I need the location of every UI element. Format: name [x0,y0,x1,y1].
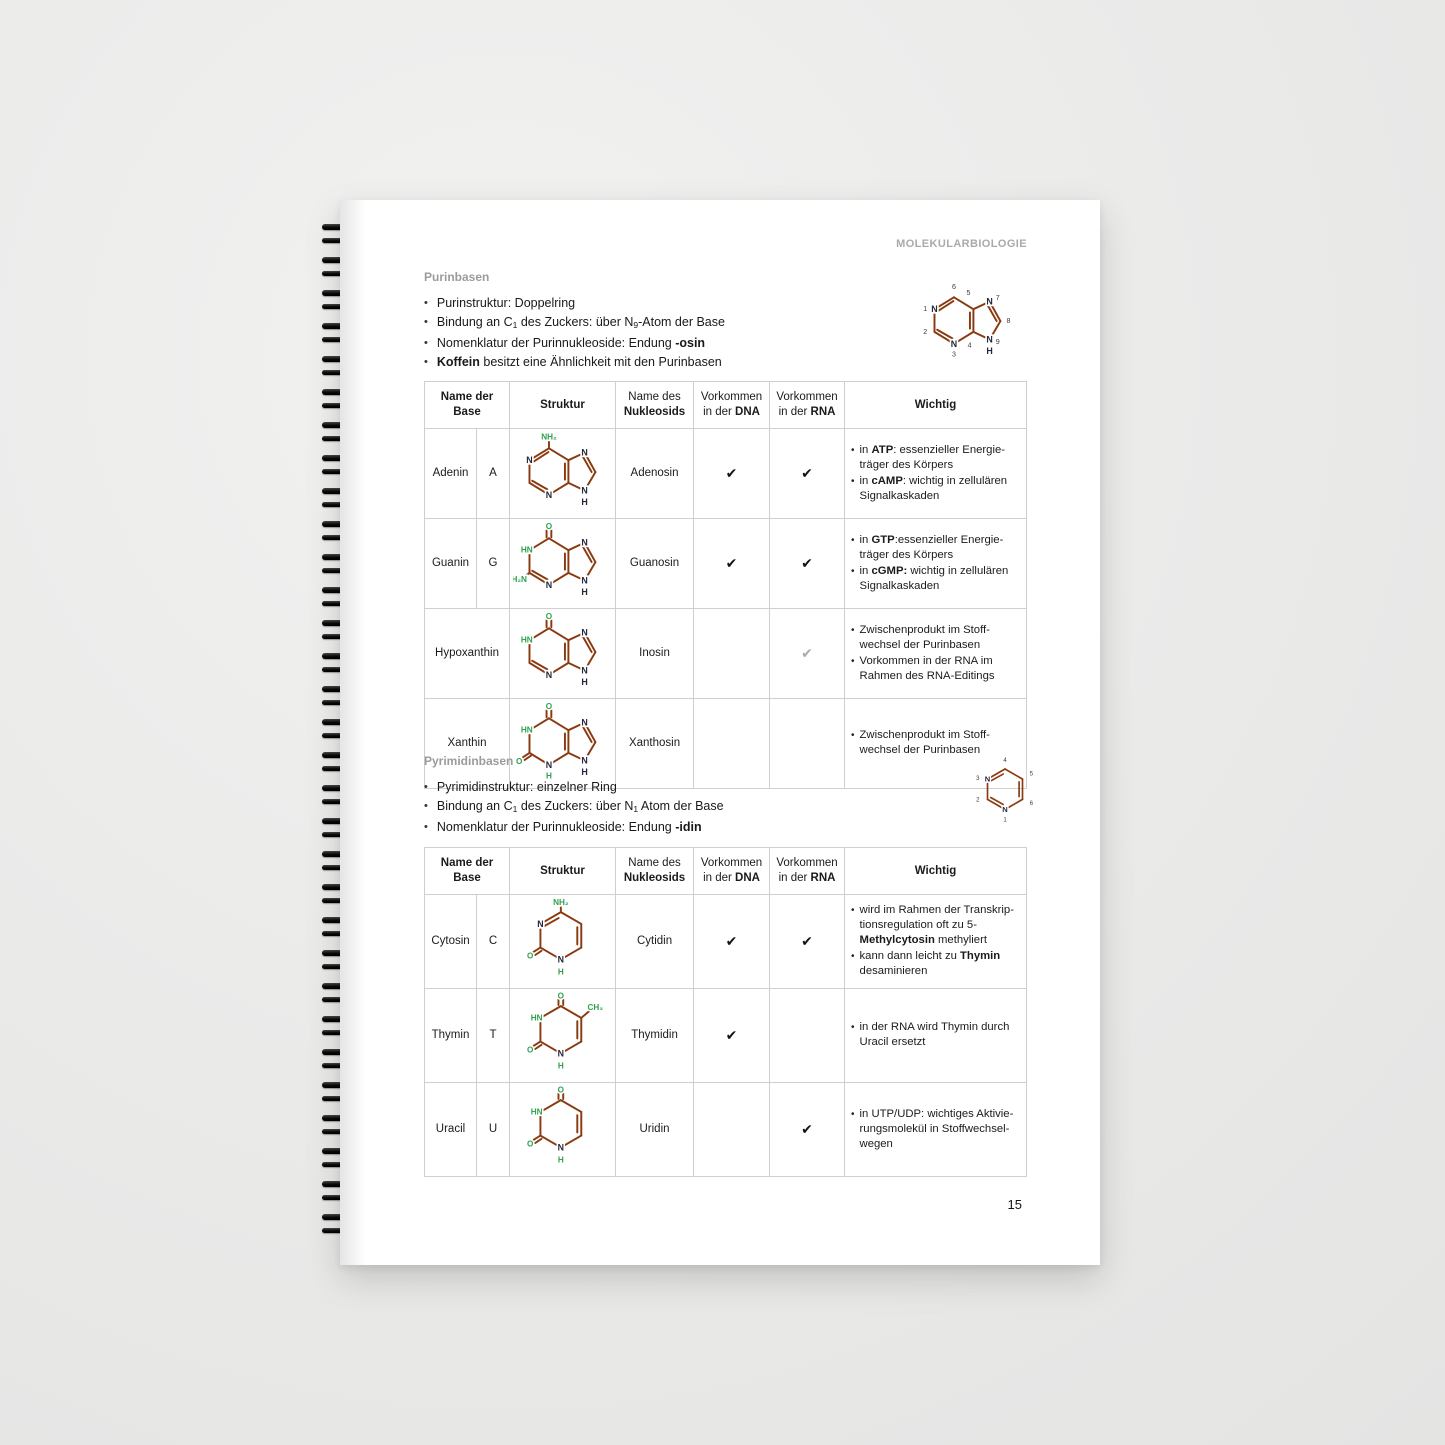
base-name-cell: Cytosin [425,895,477,989]
svg-text:O: O [557,1085,564,1095]
cytosine-structure [520,897,606,981]
svg-text:H: H [580,766,588,777]
col-header-base: Name der Base [425,382,510,429]
bullet-text: Nomenklatur der Purinnukleoside: Endung -osin [436,336,706,351]
checkmark-icon: ✔ [801,933,813,949]
svg-text:N: N [931,304,938,315]
wichtig-text: in GTP:essenzieller Energie-träger des Körpers [859,533,1004,561]
svg-text:O: O [557,991,564,1001]
svg-text:H₂N: H₂N [512,574,527,584]
guanine-structure [513,521,613,601]
bullet-dot: • [424,821,428,834]
svg-text:O: O [545,611,552,621]
base-letter-cell: A [477,429,510,519]
pyrimidine_skeleton-structure [970,756,1040,828]
svg-text:N: N [557,1142,564,1153]
structure-cell [510,895,616,989]
svg-text:N: N [557,954,564,965]
purine-bullet-list [424,294,924,371]
rna-check-cell [770,988,845,1082]
svg-text:O: O [526,951,533,961]
dna-check-cell [694,895,770,989]
svg-text:N: N [580,755,588,766]
svg-text:NH₂: NH₂ [552,897,569,907]
svg-text:O: O [526,1139,533,1149]
rna-check-cell [770,608,845,698]
wichtig-item [851,533,1018,563]
wichtig-item [851,903,1018,948]
wichtig-item [851,1020,1018,1050]
svg-text:N: N [580,627,588,638]
wichtig-text: Zwischenprodukt im Stoff-wechsel der Purinbasen [859,729,990,757]
pyrimidine-bullet-list [424,778,924,837]
svg-text:N: N [545,759,552,770]
pyrimidine-table [424,847,1027,1177]
nucleoside-cell: Inosin [616,608,694,698]
svg-text:6: 6 [951,283,956,292]
svg-text:4: 4 [1003,758,1007,765]
checkmark-icon: ✔ [725,465,738,481]
svg-text:H: H [580,496,588,507]
wichtig-item [851,623,1018,653]
wichtig-item [851,564,1018,594]
svg-text:N: N [1002,805,1008,814]
table-header-row [425,848,1027,895]
svg-text:HN: HN [530,1013,543,1023]
rna-check-cell [770,1082,845,1176]
nucleoside-cell: Xanthosin [616,698,694,788]
checkmark-icon: ✔ [801,465,813,481]
bullet-item [424,778,924,797]
wichtig-cell [845,895,1027,989]
wichtig-cell [845,988,1027,1082]
svg-text:H: H [557,1155,564,1165]
dna-check-cell [694,698,770,788]
bullet-item [424,313,924,335]
rna-check-cell [770,518,845,608]
structure-cell [510,1082,616,1176]
dna-check-cell [694,988,770,1082]
svg-text:N: N [986,334,993,345]
rna-check-cell [770,429,845,519]
svg-text:8: 8 [1006,317,1011,326]
wichtig-text: Zwischenprodukt im Stoff-wechsel der Purinbasen [859,623,990,651]
svg-text:N: N [580,717,588,728]
base-name-cell: Uracil [425,1082,477,1176]
svg-text:HN: HN [520,725,533,735]
section-title-purinbasen: Purinbasen [424,270,490,284]
svg-text:N: N [557,1048,564,1059]
svg-text:3: 3 [951,350,956,359]
table-row [425,895,1027,989]
bullet-dot: • [424,297,428,309]
svg-text:N: N [984,774,991,784]
dna-check-cell [694,1082,770,1176]
base-name-cell: Guanin [425,518,477,608]
svg-text:CH₃: CH₃ [586,1003,603,1013]
rna-check-cell [770,698,845,788]
svg-text:2: 2 [976,797,980,804]
base-name-cell: Adenin [425,429,477,519]
bullet-item [424,818,924,837]
bullet-item [424,797,924,819]
svg-text:N: N [545,669,552,680]
wichtig-item [851,949,1018,979]
table-row [425,1082,1027,1176]
svg-text:N: N [580,447,588,458]
table-row [425,698,1027,788]
bullet-text: Nomenklatur der Purinnukleoside: Endung -idin [436,820,702,835]
svg-text:O: O [526,1045,533,1055]
table-row [425,429,1027,519]
hypoxanthine-structure [513,611,613,691]
structure-cell [510,608,616,698]
bullet-dot: • [424,315,428,328]
nucleoside-cell: Adenosin [616,429,694,519]
svg-text:5: 5 [966,288,971,297]
bullet-dot: • [851,1022,855,1034]
structure-cell [510,429,616,519]
bullet-text: Purinstruktur: Doppelring [436,296,576,310]
svg-text:N: N [580,665,588,676]
bullet-item [424,294,924,313]
base-name-cell: Thymin [425,988,477,1082]
col-header-dna: Vorkommen in der DNA [694,848,770,895]
svg-text:7: 7 [995,293,1000,302]
col-header-rna: Vorkommen in der RNA [770,848,845,895]
wichtig-cell [845,429,1027,519]
wichtig-text: in cAMP: wichtig in zellulären Signalkaskaden [859,474,1008,502]
page-edge-shade [340,200,366,1265]
svg-text:N: N [545,489,552,500]
wichtig-cell [845,1082,1027,1176]
base-letter-cell: U [477,1082,510,1176]
base-name-cell: Xanthin [425,698,510,788]
bullet-dot: • [851,534,855,546]
wichtig-text: in ATP: essenzieller Energie-träger des Körpers [859,443,1006,471]
bullet-dot: • [851,905,855,917]
dna-check-cell [694,429,770,519]
col-header-wichtig: Wichtig [845,848,1027,895]
svg-text:N: N [986,296,993,307]
nucleoside-cell: Uridin [616,1082,694,1176]
svg-text:6: 6 [1029,800,1033,807]
pyrimidine-ring-diagram [970,756,1040,833]
bullet-dot: • [851,444,855,456]
adenine-structure [513,431,613,511]
base-letter-cell: T [477,988,510,1082]
thymine-structure [520,991,606,1075]
svg-text:N: N [580,575,588,586]
wichtig-text: Vorkommen in der RNA im Rahmen des RNA-Editings [859,654,995,682]
base-letter-cell: G [477,518,510,608]
svg-text:3: 3 [976,776,980,783]
svg-text:N: N [580,485,588,496]
bullet-dot: • [424,355,428,368]
rna-check-cell [770,895,845,989]
svg-text:1: 1 [1003,817,1007,824]
purine-ring-diagram [918,280,1018,365]
col-header-struktur: Struktur [510,382,616,429]
svg-text:4: 4 [967,341,972,350]
wichtig-text: in der RNA wird Thymin durch Uracil ersetzt [859,1021,1010,1049]
dna-check-cell [694,518,770,608]
base-name-cell: Hypoxanthin [425,608,510,698]
svg-text:H: H [557,967,564,977]
checkmark-icon: ✔ [801,554,813,571]
svg-text:O: O [545,521,552,531]
bullet-dot: • [851,655,855,667]
uracil-structure [520,1085,606,1169]
svg-text:HN: HN [520,635,533,645]
wichtig-item [851,443,1018,473]
wichtig-cell [845,608,1027,698]
xanthine-structure [513,701,613,781]
svg-text:H: H [545,771,552,781]
bullet-dot: • [851,565,855,577]
bullet-dot: • [851,951,855,963]
col-header-struktur: Struktur [510,848,616,895]
page-number: 15 [1007,1197,1022,1212]
wichtig-item [851,654,1018,684]
wichtig-text: wird im Rahmen der Transkrip-tionsregulation oft zu 5-Methylcytosin methyliert [859,904,1014,947]
notebook-page [340,200,1100,1265]
bullet-dot: • [851,1108,855,1120]
svg-text:N: N [536,918,544,929]
checkmark-icon: ✔ [725,933,738,949]
col-header-nukleosid: Name des Nukleosids [616,382,694,429]
bullet-text: Bindung an $C_1$ des Zuckers: über $N_9$-Atom der Base [436,314,725,330]
table-row [425,988,1027,1082]
bullet-dot: • [424,799,428,812]
checkmark-icon: ✔ [725,1026,738,1043]
purine-table [424,381,1027,789]
svg-text:H: H [580,586,588,597]
svg-text:O: O [515,756,522,766]
wichtig-cell [845,518,1027,608]
structure-cell [510,698,616,788]
checkmark-icon: ✔ [801,644,813,661]
svg-text:O: O [545,701,552,711]
col-header-rna: Vorkommen in der RNA [770,382,845,429]
wichtig-text: in UTP/UDP: wichtiges Aktivie-rungsmolekül in Stoffwechsel-wegen [859,1107,1014,1150]
bullet-item [424,334,924,353]
table-row [425,608,1027,698]
bullet-dot: • [424,781,428,793]
section-title-pyrimidinbasen: Pyrimidinbasen [424,754,514,768]
svg-text:9: 9 [995,338,1000,347]
svg-text:N: N [525,455,533,466]
svg-text:5: 5 [1029,771,1033,778]
wichtig-text: kann dann leicht zu Thymin desaminieren [859,950,1001,978]
base-letter-cell: C [477,895,510,989]
nucleoside-cell: Guanosin [616,518,694,608]
svg-text:HN: HN [520,545,533,555]
svg-text:HN: HN [530,1107,543,1117]
wichtig-item [851,474,1018,504]
nucleoside-cell: Thymidin [616,988,694,1082]
svg-text:N: N [545,579,552,590]
col-header-wichtig: Wichtig [845,382,1027,429]
bullet-text: Pyrimidinstruktur: einzelner Ring [436,780,617,794]
chapter-header: MOLEKULARBIOLOGIE [896,238,1027,250]
structure-cell [510,518,616,608]
table-row [425,518,1027,608]
col-header-dna: Vorkommen in der DNA [694,382,770,429]
svg-text:H: H [580,676,588,687]
checkmark-icon: ✔ [801,1120,813,1137]
wichtig-item [851,1107,1018,1152]
svg-text:2: 2 [923,327,928,336]
svg-text:N: N [580,537,588,548]
svg-text:N: N [950,338,958,349]
svg-text:H: H [986,345,993,356]
bullet-dot: • [851,624,855,636]
bullet-text: Bindung an $C_1$ des Zuckers: über $N_1$ Atom der Base [436,798,724,814]
bullet-text: Koffein besitzt eine Ähnlichkeit mit den Purinbasen [436,354,722,369]
col-header-nukleosid: Name des Nukleosids [616,848,694,895]
checkmark-icon: ✔ [725,554,738,571]
col-header-base: Name der Base [425,848,510,895]
table-header-row [425,382,1027,429]
structure-cell [510,988,616,1082]
dna-check-cell [694,608,770,698]
bullet-dot: • [424,337,428,350]
bullet-dot: • [851,730,855,742]
wichtig-text: in cGMP: wichtig in zellulären Signalkaskaden [859,564,1009,592]
svg-text:1: 1 [923,305,928,314]
bullet-dot: • [851,475,855,487]
bullet-item [424,353,924,372]
svg-text:H: H [557,1061,564,1071]
purine_skeleton-structure [918,280,1018,360]
wichtig-item [851,728,1018,758]
nucleoside-cell: Cytidin [616,895,694,989]
svg-text:NH₂: NH₂ [540,432,557,442]
